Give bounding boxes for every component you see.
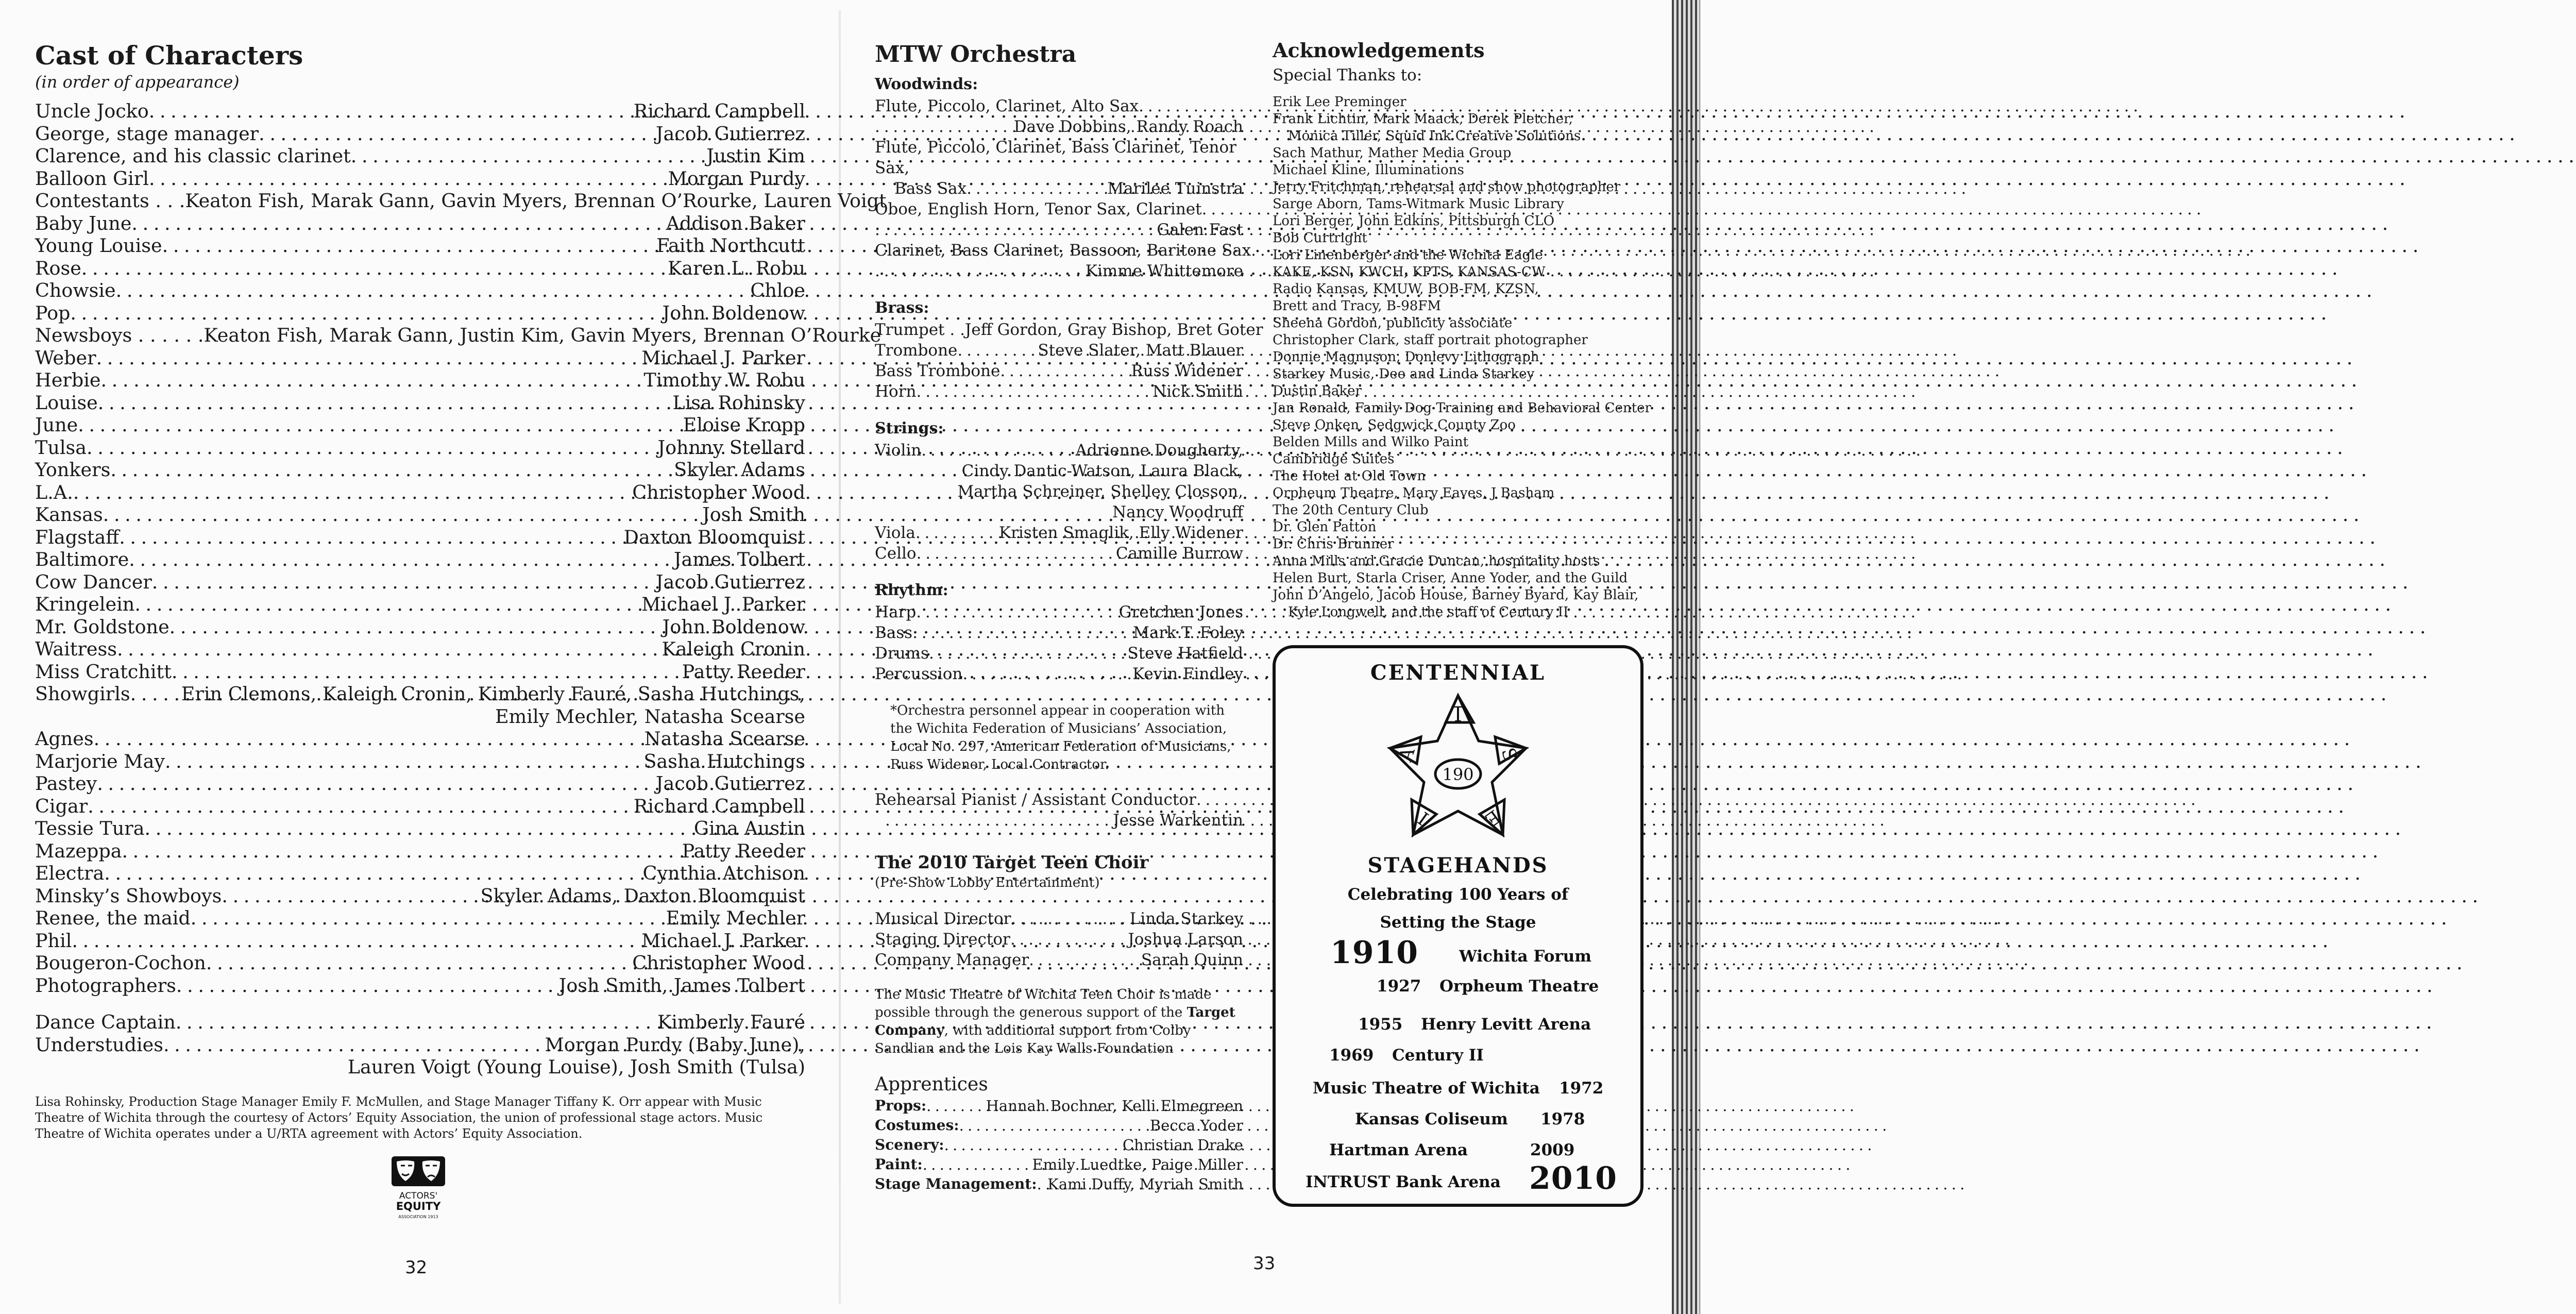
cast-row: Clarence, and his classic clarinet . . . Justin Kim [35, 145, 805, 167]
centennial-ad [1273, 645, 1643, 1207]
brass-heading: Brass: [875, 299, 929, 317]
rhythm-list [875, 602, 1243, 684]
ack-item: Kyle Longwell, and the staff of Century II [1288, 604, 1569, 620]
cast-row: Pastey . . . Jacob Gutierrez [35, 772, 805, 795]
logo-text-3: ASSOCIATION 1913 [398, 1215, 438, 1219]
choir_staff-row: Musical Director . . . Linda Starkey [875, 908, 1243, 929]
ack-item: Michael Kline, Illuminations [1273, 162, 1464, 178]
cast-subtitle: (in order of appearance) [35, 72, 240, 92]
page-number-left: 32 [405, 1257, 428, 1278]
ack-item: Christopher Clark, staff portrait photographer [1273, 332, 1588, 348]
venue-1927: Orpheum Theatre [1439, 977, 1599, 996]
year-1927: 1927 [1377, 977, 1421, 996]
woodwind-player-row: . . . Dave Dobbins, Randy Roach [875, 116, 1243, 137]
year-1972: 1972 [1559, 1079, 1604, 1098]
ack-item: Jerry Fritchman, rehearsal and show photographer [1273, 179, 1621, 195]
cast-row: Uncle Jocko . . . Richard Campbell [35, 100, 805, 123]
cast-row: Phil . . . Michael J. Parker [35, 930, 805, 952]
cast-row: Tulsa . . . Johnny Stellard [35, 436, 805, 459]
venue-1972: Music Theatre of Wichita [1313, 1079, 1540, 1098]
venue-1910: Wichita Forum [1459, 947, 1592, 966]
strings-list [875, 523, 1243, 564]
brass-row: Bass Trombone . . . Russ Widener [875, 361, 1243, 381]
ack-item: Sach Mathur, Mather Media Group [1273, 145, 1512, 161]
woodwinds-heading: Woodwinds: [875, 75, 978, 93]
woodwind-row: Flute, Piccolo, Clarinet, Alto Sax . . . [875, 96, 1243, 116]
violin-cont-1: Cindy Dantic-Watson, Laura Black, [961, 462, 1243, 480]
ack-title: Acknowledgements [1273, 39, 1485, 62]
cast-row: Louise . . . Lisa Rohinsky [35, 392, 805, 414]
apprentice-row: Stage Management: . . . Kami Duffy, Myriah Smith [875, 1174, 1243, 1194]
ack-item: Dr. Glen Patton [1273, 519, 1377, 535]
rhythm-row: Bass . . . Mark T. Foley [875, 622, 1243, 643]
cast-row: Showgirls . . . Erin Clemons, Kaleigh Cronin, Kimberly Fauré, Sasha Hutchings, [35, 683, 805, 705]
rhythm-heading: Rhythm: [875, 581, 948, 599]
cast-row: Baltimore . . . James Tolbert [35, 548, 805, 571]
cast-row: Marjorie May . . . Sasha Hutchings [35, 750, 805, 773]
pianist-name-row: . . . Jesse Warkentin [875, 810, 1243, 831]
rhythm-row: Drums . . . Steve Hatfield [875, 643, 1243, 664]
cast-row: Flagstaff . . . Daxton Bloomquist [35, 526, 805, 549]
cast-row: Agnes . . . Natasha Scearse [35, 728, 805, 750]
woodwind-instr: Flute, Piccolo, Clarinet, Bass Clarinet, Tenor Sax, [875, 138, 1236, 177]
cast-row: Cigar . . . Richard Campbell [35, 795, 805, 818]
tagline-1: Celebrating 100 Years of [1347, 885, 1569, 904]
iatse-emblem [1387, 692, 1529, 841]
ack-item: Monica Tiller, Squid Ink Creative Solutions [1288, 128, 1581, 144]
cast-row: Young Louise . . . Faith Northcutt [35, 234, 805, 257]
orchestra-section [875, 40, 1263, 1194]
venue-1969: Century II [1392, 1046, 1484, 1065]
ack-item: Radio Kansas, KMUW, BOB-FM, KZSN, [1273, 281, 1539, 297]
cast-row: Rose . . . Karen L. Robu [35, 257, 805, 280]
acknowledgements-section [1273, 37, 1654, 621]
actors-equity-logo [387, 1154, 449, 1226]
ack-item: Dustin Baker [1273, 383, 1362, 399]
apprentices-title: Apprentices [875, 1074, 988, 1095]
ack-item: Orpheum Theatre, Mary Eaves, J Basham [1273, 485, 1555, 501]
ack-item: Brett and Tracy, B-98FM [1273, 298, 1441, 314]
choir-title: The 2010 Target Teen Choir [875, 852, 1149, 873]
ack-item: Belden Mills and Wilko Paint [1273, 434, 1469, 450]
venue-2009: Hartman Arena [1329, 1141, 1468, 1159]
brass-row: Horn . . . Nick Smith [875, 381, 1243, 402]
cast-row: Miss Cratchitt . . . Patty Reeder [35, 661, 805, 683]
emblem-letter-s: S [1497, 745, 1521, 764]
choir_staff-row: Staging Director . . . Joshua Larson [875, 929, 1243, 950]
woodwinds-list [875, 96, 1251, 281]
cast-row: Yonkers . . . Skyler Adams [35, 459, 805, 481]
equity-note: Lisa Rohinsky, Production Stage Manager Emily F. McMullen, and Stage Manager Tiffany K. Orr appear with Music Theatre of Wichita through the courtesy of Actors’ Equity Association, the union of professional stage actors. Music Theatre of Wichita operates under a U/RTA agreement with Actors’ Equity Association. [35, 1094, 763, 1141]
cast-section [35, 40, 887, 1142]
tagline-2: Setting the Stage [1380, 913, 1536, 932]
cast-row: Waitress . . . Kaleigh Cronin [35, 638, 805, 661]
ack-item: Cambridge Suites [1273, 451, 1395, 467]
ack-list [1273, 94, 1654, 621]
cast-row: Mazeppa . . . Patty Reeder [35, 840, 805, 863]
cast-extra-row: Understudies . . . Morgan Purdy (Baby June), [35, 1034, 805, 1056]
ack-item: Anna Mills and Gracie Duncan, hospitality hosts [1273, 553, 1600, 569]
cast-row: Contestants . . . Keaton Fish, Marak Gann, Gavin Myers, Brennan O’Rourke, Lauren Voigt [35, 190, 887, 212]
orchestra-title: MTW Orchestra [875, 41, 1077, 68]
woodwind-row: Bass Sax . . . Marilee Tuinstra [875, 178, 1243, 199]
venue-1978: Kansas Coliseum [1355, 1110, 1508, 1128]
apprentices-list [875, 1096, 1243, 1194]
emblem-letter-e: E [1481, 805, 1504, 831]
apprentice-row: Scenery: . . . Christian Drake [875, 1135, 1243, 1155]
violin-row: Violin . . . Adrienne Dougherty, [875, 440, 1243, 461]
ack-item: Donnie Magnuson, Donlevy Lithograph [1273, 349, 1539, 365]
ack-item: Jan Ronald, Family Dog Training and Behavioral Center [1273, 400, 1651, 416]
logo-text-1: ACTORS' [399, 1191, 438, 1201]
cast-extra-row: Dance Captain . . . Kimberly Fauré [35, 1011, 805, 1034]
ack-item: Frank Lichtin, Mark Maack, Derek Pletcher, [1273, 111, 1573, 127]
choir-staff [875, 908, 1243, 970]
ack-item: The Hotel at Old Town [1273, 468, 1426, 484]
year-1969: 1969 [1329, 1046, 1374, 1065]
brass-row: Trumpet . . Jeff Gordon, Gray Bishop, Bret Goter [875, 321, 1263, 339]
cast-list [35, 100, 887, 997]
cast-row: Kansas . . . Josh Smith [35, 503, 805, 526]
choir_staff-row: Company Manager . . . Sarah Quinn [875, 950, 1243, 970]
woodwind-player-row: . . . Galen Fast [875, 220, 1243, 240]
cast-row: Cow Dancer . . . Jacob Gutierrez [35, 571, 805, 594]
cast-row: Mr. Goldstone . . . John Boldenow [35, 616, 805, 638]
cast-title: Cast of Characters [35, 40, 303, 71]
cast-row: Renee, the maid . . . Emily Mechler [35, 907, 805, 930]
violin-cont-2: Martha Schreiner, Shelley Closson, [957, 482, 1243, 501]
pianist-row: Rehearsal Pianist / Assistant Conductor . . . [875, 789, 1243, 810]
woodwind-player-row: . . . Kimme Whittemore [875, 261, 1243, 281]
strings-row: Cello . . . Camille Burrow [875, 543, 1243, 564]
cast-extras [35, 1011, 805, 1079]
emblem-letter-t: T [1451, 703, 1465, 727]
rhythm-row: Harp . . . Gretchen Jones [875, 602, 1243, 622]
ack-item: The 20th Century Club [1273, 502, 1429, 518]
rhythm-row: Percussion . . . Kevin Findley [875, 664, 1243, 684]
choir-subtitle: (Pre-Show Lobby Entertainment) [875, 875, 1100, 890]
brass-list [875, 319, 1263, 402]
year-1978: 1978 [1540, 1110, 1585, 1128]
cast-row: Balloon Girl . . . Morgan Purdy [35, 167, 805, 190]
strings-row: Viola . . . Kristen Smaglik, Elly Widener [875, 523, 1243, 543]
ack-item: Sarge Aborn, Tams-Witmark Music Library [1273, 196, 1564, 212]
cast-row: Minsky’s Showboys . . . Skyler Adams, Daxton Bloomquist [35, 885, 805, 907]
cast-row: Weber . . . Michael J. Parker [35, 347, 805, 369]
strings-heading: Strings: [875, 419, 944, 437]
cast-row: George, stage manager . . . Jacob Gutierrez [35, 123, 805, 145]
ack-intro: Special Thanks to: [1273, 66, 1422, 85]
ack-item: Steve Onken, Sedgwick County Zoo [1273, 417, 1516, 433]
brass-row: Trombone . . . Steve Slater, Matt Blauer [875, 340, 1243, 361]
apprentice-row: Costumes: . . . Becca Yoder [875, 1116, 1243, 1135]
violin-cont-3: Nancy Woodruff [1112, 503, 1243, 521]
cast-row: Tessie Tura . . . Gina Austin [35, 817, 805, 840]
cent-heading: CENTENNIAL [1370, 661, 1546, 685]
woodwind-row: Clarinet, Bass Clarinet, Bassoon, Baritone Sax . . . [875, 240, 1243, 261]
left-page [0, 0, 887, 1314]
apprentice-row: Paint: . . . Emily Luedtke, Paige Miller [875, 1155, 1243, 1174]
year-1955: 1955 [1358, 1015, 1403, 1034]
page-number-right: 33 [1253, 1253, 1276, 1274]
union-note: *Orchestra personnel appear in cooperation with the Wichita Federation of Musicians’ Association, Local No. 297, American Federation of Musicians, Russ Widener, Local Contractor. [890, 703, 1231, 772]
ack-item: Lori Berger, John Edkins, Pittsburgh CLO [1273, 213, 1555, 229]
venue-1955: Henry Levitt Arena [1421, 1015, 1591, 1034]
ack-item: John D’Angelo, Jacob House, Barney Byard, Kay Blair, [1273, 587, 1639, 603]
cast-extra-cont: Lauren Voigt (Young Louise), Josh Smith (Tulsa) [347, 1056, 805, 1078]
ack-item: Sheena Gordon, publicity associate [1273, 315, 1513, 331]
ack-item: Starkey Music, Dee and Linda Starkey [1273, 366, 1535, 382]
cast-row: Herbie . . . Timothy W. Robu [35, 369, 805, 392]
cast-row: Photographers . . . Josh Smith, James Tolbert [35, 974, 805, 997]
cast-row: Baby June . . . Addison Baker [35, 212, 805, 235]
ack-item: KAKE, KSN, KWCH, KPTS, KANSAS-CW [1273, 264, 1546, 280]
venue-2010: INTRUST Bank Arena [1306, 1173, 1501, 1191]
cast-row: Pop . . . John Boldenow [35, 302, 805, 325]
emblem-letter-i: I [1414, 807, 1433, 829]
cast-row: Chowsie . . . Chloe [35, 279, 805, 302]
apprentice-row: Props: . . . Hannah Bochner, Kelli Elmegreen [875, 1096, 1243, 1116]
cast-row: Electra . . . Cynthia Atchison [35, 862, 805, 885]
stagehands-heading: STAGEHANDS [1367, 853, 1549, 878]
ack-item: Lori Linenberger and the Wichita Eagle [1273, 247, 1543, 263]
woodwind-row: Oboe, English Horn, Tenor Sax, Clarinet . . . [875, 199, 1243, 220]
emblem-letter-a: A [1395, 745, 1419, 765]
cast-row: June . . . Eloise Kropp [35, 414, 805, 436]
cast-row: Kringelein . . . Michael J. Parker [35, 593, 805, 616]
logo-text-2: EQUITY [396, 1200, 441, 1212]
cast-row-cont: Emily Mechler, Natasha Scearse [495, 705, 805, 728]
ack-item: Erik Lee Preminger [1273, 94, 1406, 110]
ack-item: Bob Curtright [1273, 230, 1367, 246]
choir-note: The Music Theatre of Wichita Teen Choir is made possible through the generous support of the Target Company, with additional support from Colby Sandlian and the Lois Kay Walls Foundation [875, 987, 1235, 1056]
emblem-number: 190 [1442, 765, 1474, 784]
year-2009: 2009 [1530, 1141, 1575, 1159]
cast-row: Bougeron-Cochon . . . Christopher Wood [35, 952, 805, 974]
year-1910: 1910 [1330, 935, 1418, 971]
ack-item: Helen Burt, Starla Criser, Anne Yoder, and the Guild [1273, 570, 1628, 586]
ack-item: Dr. Chris Brunner [1273, 536, 1394, 552]
year-2010: 2010 [1529, 1160, 1617, 1197]
cast-row: L.A. . . . Christopher Wood [35, 481, 805, 504]
cast-row: Newsboys . . . . . . Keaton Fish, Marak Gann, Justin Kim, Gavin Myers, Brennan O’Rourke [35, 324, 882, 346]
